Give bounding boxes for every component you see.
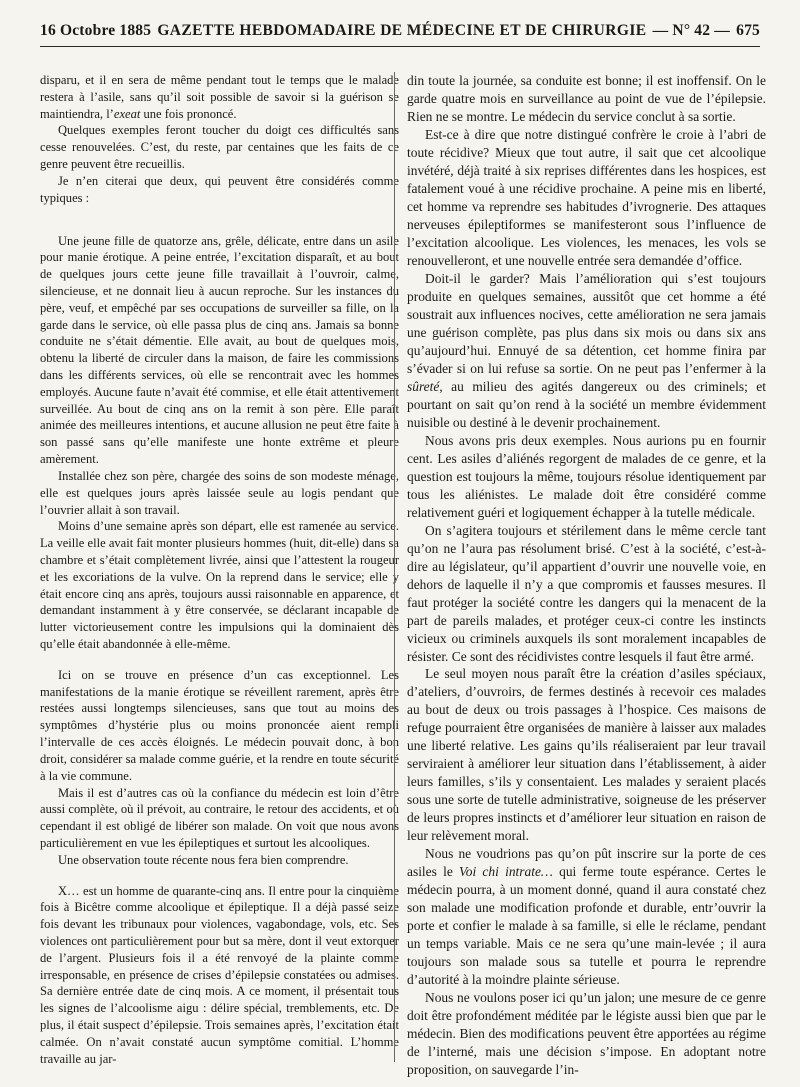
paragraph: Mais il est d’autres cas où la confiance du médecin est loin d’être aussi complète, où il prévoit, au contraire, le retour des accidents, et où cependant il est obligé de libérer son malade. On voit que nous avons particulièrement en vue les épileptiques et surtout les alcooliques. bbox=[40, 785, 399, 850]
paragraph: Ici on se trouve en présence d’un cas exceptionnel. Les manifestations de la manie érotique se réveillent rarement, après être restées aussi longtemps silencieuses, sans que tout au moins des symptômes d’hystérie plus ou moins prononcée aient rempli l’intervalle de ces accès éloignés. Le médecin pouvait donc, à bon droit, considérer sa malade comme guérie, et la rendre en toute sécurité à la vie commune. bbox=[40, 667, 399, 783]
paragraph: Moins d’une semaine après son départ, elle est ramenée au service. La veille elle avait fait monter plusieurs hommes (huit, dit-elle) dans sa chambre et s’était complètement livrée, ainsi que l’attestent la rougeur et les excoriations de la vulve. On la reprend dans le service; elle y était encore cinq ans après, toujours aussi raisonnable en apparence, et demandant instamment à y être conservée, se déclarant incapable de lutter victorieusement contre les impulsions qui la dominaient dès qu’elle était abandonnée à elle-même. bbox=[40, 519, 399, 651]
paragraph: din toute la journée, sa conduite est bonne; il est inoffensif. On le garde quatre mois en surveillance au point de vue de l’épilepsie. Rien ne se montre. Le médecin du service conclut à sa sortie. bbox=[407, 73, 766, 124]
paragraph: Le seul moyen nous paraît être la création d’asiles spéciaux, d’ateliers, d’ouvroirs, de fermes destinés à recevoir ces malades au bout de deux ou trois passages à l’hospice. Ces maisons de refuge pourraient être organisées de manière à laisser aux malades une liberté relative. Les gains qu’ils réaliseraient par leur travail serviraient à améliorer leur situation dans l’établissement, à aider leurs familles, s’ils y consentaient. Les malades y seraient placés sous une sorte de tutelle administrative, soigneuse de les préserver de leurs propres instincts et d’améliorer leur situation en raison de leur relèvement moral. bbox=[407, 666, 766, 844]
journal-title: GAZETTE HEBDOMADAIRE DE MÉDECINE ET DE CHIRURGIE bbox=[157, 22, 647, 39]
left-column bbox=[40, 72, 399, 1068]
paragraph: Une jeune fille de quatorze ans, grêle, délicate, entre dans un asile pour manie érotique. A peine entrée, l’excitation disparaît, et au bout de quelques jours cette jeune fille travaillait à l’ouvroir, calme, silencieuse, et ne donnait lieu à aucun reproche. Sur les instances du père, veuf, et empêché par ses occupations de surveiller sa fille, on la garde dans le service, où elle passa plus de cinq ans. Jamais sa bonne conduite ne s’était démentie. Elle avait, au bout de quelques mois, obtenu la liberté de circuler dans la maison, de faire les commissions dans les différents services, où elle se rencontrait avec les hommes employés. Aucune faute n’avait été commise, et elle était attentivement surveillée. Au bout de cinq ans on la remit à son père. Elle paraît animée des meilleures intentions, et aucune allusion ne peut être faite à son passé sans qu’elle manifeste une honte extrême et pleure amèrement. bbox=[40, 233, 399, 467]
paragraph: Est-ce à dire que notre distingué confrère le croie à l’abri de toute récidive? Mieux que tout autre, il sait que cet alcoolique invétéré, déjà traité à six reprises différentes dans les hospices, est fatalement voué à une récidive prochaine. A peine mis en liberté, cet homme va reprendre ses habitudes d’ivrognerie. Des attaques nerveuses épileptiformes se manifesteront sous l’influence de l’excitation alcoolique. Les violences, les menaces, les vols se renouvelleront, et une nouvelle entrée sera demandée d’office. bbox=[407, 126, 766, 268]
right-column bbox=[407, 72, 766, 1079]
page-number: 675 bbox=[736, 22, 760, 39]
paragraph: On s’agitera toujours et stérilement dans le même cercle tant qu’on ne l’aura pas résolument brisé. C’est à la société, c’est-à-dire au législateur, qu’il appartient d’ouvrir une nouvelle voie, en dehors de laquelle il n’y a que compromis et fausses mesures. Il faut protéger la société contre les dangers qui la menacent de la part de pareils malades, et protéger ceux-ci contre les instincts vicieux ou criminels auxquels ils sont moralement incapables de résister. Ce sont des récidivistes contre lesquels il faut être armé. bbox=[407, 522, 766, 664]
header-date: 16 Octobre 1885 bbox=[40, 22, 152, 39]
paragraph: Doit-il le garder? Mais l’amélioration qui s’est toujours produite en quelques semaines, aussitôt que cet homme a été soustrait aux influences nocives, cette amélioration ne sera jamais une guérison complète, pas plus dans six mois ou dans six ans qu’aujourd’hui. Ennuyé de sa détention, cet homme finira par s’évader si on lui refuse sa sortie. On ne peut pas l’enfermer à la sûreté, au milieu des agités dangereux ou des criminels; et pourtant on sait qu’on rend à la société un membre évidemment nuisible ou destiné à le devenir prochainement. bbox=[407, 270, 766, 430]
paragraph: Nous ne voudrions pas qu’on pût inscrire sur la porte de ces asiles le Voi chi intrate… qui ferme toute espérance. Certes le médecin pourra, à un moment donné, quand il aura constaté chez son malade une modification profonde et durable, entr’ouvrir la porte et confier le malade à sa famille, si elle le réclame, pendant un temps variable. Mais ce ne sera qu’une main-levée ; il aura toujours son malade sous sa tutelle et pourra le reprendre d’autorité à la moindre plainte sérieuse. bbox=[407, 846, 766, 988]
paragraph: Je n’en citerai que deux, qui peuvent être considérés comme typiques : bbox=[40, 173, 399, 205]
paragraph: Une observation toute récente nous fera bien comprendre. bbox=[58, 852, 349, 867]
paragraph: Nous avons pris deux exemples. Nous aurions pu en fournir cent. Les asiles d’aliénés regorgent de malades de ce genre, et la question est toujours la même, toujours résolue identiquement par tous les aliénistes. Le malade doit être considéré comme relativement guéri et logiquement échapper à la tutelle médicale. bbox=[407, 432, 766, 520]
issue-number: — N° 42 — bbox=[652, 22, 730, 39]
paragraph: Quelques exemples feront toucher du doigt ces difficultés sans cesse renouvelées. C’est, du reste, par centaines que les faits de ce genre peuvent être recueillis. bbox=[40, 123, 399, 172]
paragraph: disparu, et il en sera de même pendant tout le temps que le malade restera à l’asile, sans qu’il soit possible de savoir si la guérison se maintiendra, l’exeat une fois prononcé. bbox=[40, 73, 399, 121]
column-rule bbox=[394, 72, 395, 1062]
running-header bbox=[40, 16, 760, 47]
paragraph: Installée chez son père, chargée des soins de son modeste ménage, elle est quelques jours après laissée seule au logis pendant que l’ouvrier allait à son travail. bbox=[40, 468, 399, 517]
paragraph: Nous ne voulons poser ici qu’un jalon; une mesure de ce genre doit être profondément méditée par le légiste aussi bien que par le médecin. Bien des modifications peuvent être apportées au régime de l’interné, mais une décision s’impose. En adoptant notre proposition, on sauvegarde l’in- bbox=[407, 990, 766, 1078]
paragraph: X… est un homme de quarante-cinq ans. Il entre pour la cinquième fois à Bicêtre comme alcoolique et épileptique. Il a déjà passé seize fois devant les tribunaux pour violences, vagabondage, vols, etc. Ses violences ont particulièrement pour but sa mère, dont il veut extorquer de l’argent. Plusieurs fois il a été renvoyé de la plainte comme irresponsable, en présence de crises d’épilepsie constatées ou admises. Sa dernière entrée date de cinq mois. A ce moment, il présentait tous les signes de l’alcoolisme aigu : délire spécial, tremblements, etc. De plus, il était suspect d’épilepsie. Trois semaines après, l’excitation était calmée. On n’avait constaté aucun symptôme comitial. L’homme travaille au jar- bbox=[40, 883, 399, 1066]
